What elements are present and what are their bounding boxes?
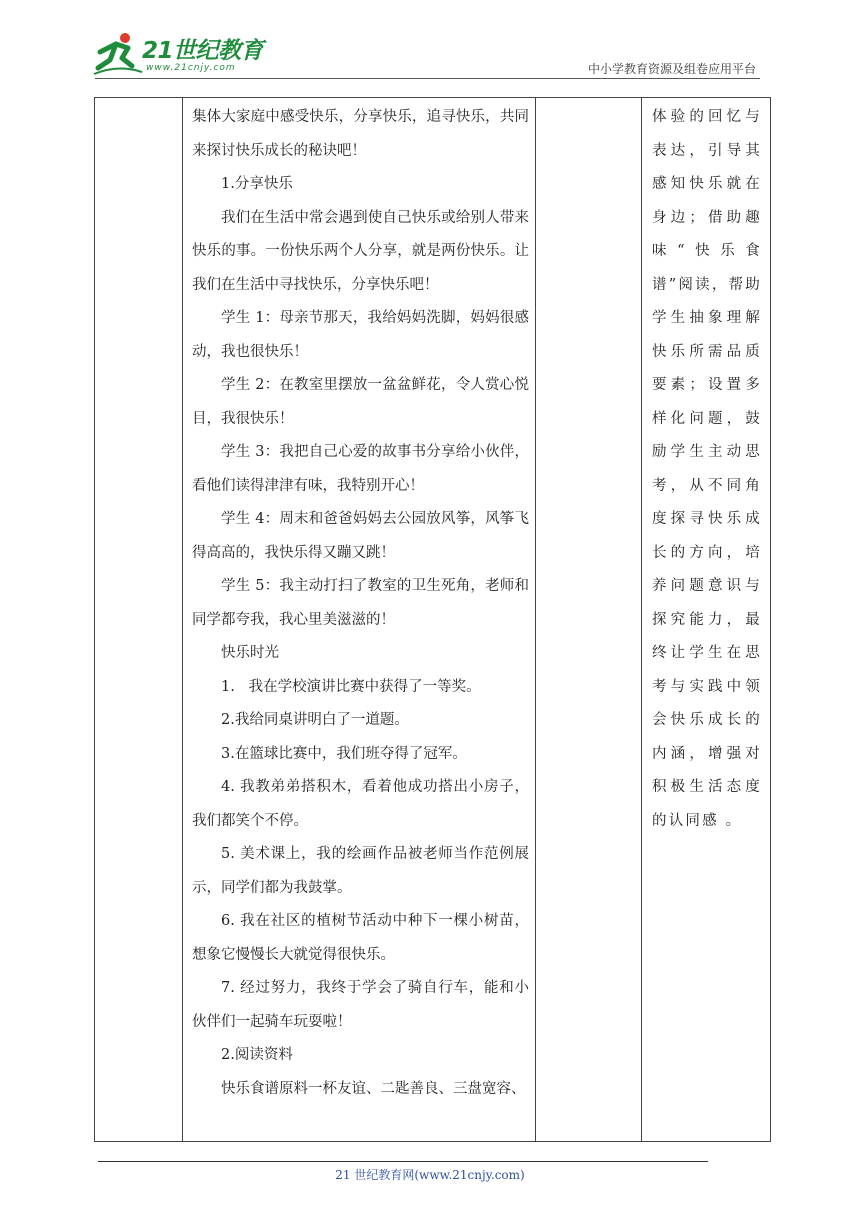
teaching-content-cell <box>183 98 536 1142</box>
student-example: 学生 5：我主动打扫了教室的卫生死角，老师和同学都夸我，我心里美滋滋的！ <box>192 578 529 628</box>
logo-url: www.21cnjy.com <box>146 63 236 73</box>
student-activity-cell <box>536 98 642 1142</box>
list-item: 2.我给同桌讲明白了一道题。 <box>221 712 409 728</box>
section-heading: 快乐时光 <box>221 645 279 661</box>
section-heading: 2.阅读资料 <box>221 1047 293 1063</box>
list-item: 5. 美术课上，我的绘画作品被老师当作范例展示，同学们都为我鼓掌。 <box>192 846 529 896</box>
runner-logo-icon <box>92 30 144 76</box>
logo-text: 21世纪教育 <box>142 38 264 64</box>
student-example: 学生 1：母亲节那天，我给妈妈洗脚，妈妈很感动，我也很快乐！ <box>192 310 529 360</box>
page-header <box>0 0 860 84</box>
site-logo[interactable] <box>92 30 262 78</box>
list-item: 7. 经过努力，我终于学会了骑自行车，能和小伙伴们一起骑车玩耍啦！ <box>192 980 529 1030</box>
content-paragraph: 快乐食谱原料一杯友谊、二匙善良、三盘宽容、 <box>221 1080 526 1097</box>
design-intent-text: 体验的回忆与表达，引导其感知快乐就在身边；借助趣味“快乐食谱”阅读，帮助学生抽象理解快乐所需品质要素；设置多样化问题，鼓励学生主动思考，从不同角度探寻快乐成长的方向，培养问题意识与探究能力，最终让学生在思考与实践中领会快乐成长的内涵，增强对积极生活态度的认同感 。 <box>652 109 762 829</box>
lesson-plan-table <box>94 97 771 1142</box>
platform-title: 中小学教育资源及组卷应用平台 <box>587 62 756 76</box>
table-row <box>95 98 771 1142</box>
student-example: 学生 3：我把自己心爱的故事书分享给小伙伴，看他们读得津津有味，我特别开心！ <box>192 444 529 494</box>
stage-cell <box>95 98 183 1142</box>
content-paragraph: 集体大家庭中感受快乐，分享快乐，追寻快乐，共同来探讨快乐成长的秘诀吧！ <box>192 109 529 159</box>
footer-source[interactable]: 21 世纪教育网(www.21cnjy.com) <box>335 1168 525 1182</box>
teaching-content <box>183 98 535 1106</box>
list-item: 4. 我教弟弟搭积木，看着他成功搭出小房子，我们都笑个不停。 <box>192 779 529 829</box>
design-intent-cell <box>642 98 771 1142</box>
content-paragraph: 我们在生活中常会遇到使自己快乐或给别人带来快乐的事。一份快乐两个人分享，就是两份快乐。让我们在生活中寻找快乐，分享快乐吧！ <box>192 209 529 293</box>
section-heading: 1.分享快乐 <box>221 176 293 192</box>
student-example: 学生 2：在教室里摆放一盆盆鲜花，令人赏心悦目，我很快乐！ <box>192 377 529 427</box>
header-divider <box>95 78 760 79</box>
list-item: 1. 我在学校演讲比赛中获得了一等奖。 <box>221 678 481 695</box>
footer-divider <box>98 1161 708 1162</box>
list-item: 3.在篮球比赛中，我们班夺得了冠军。 <box>221 745 467 762</box>
student-example: 学生 4：周末和爸爸妈妈去公园放风筝，风筝飞得高高的，我快乐得又蹦又跳！ <box>192 511 529 561</box>
list-item: 6. 我在社区的植树节活动中种下一棵小树苗，想象它慢慢长大就觉得很快乐。 <box>192 913 529 963</box>
